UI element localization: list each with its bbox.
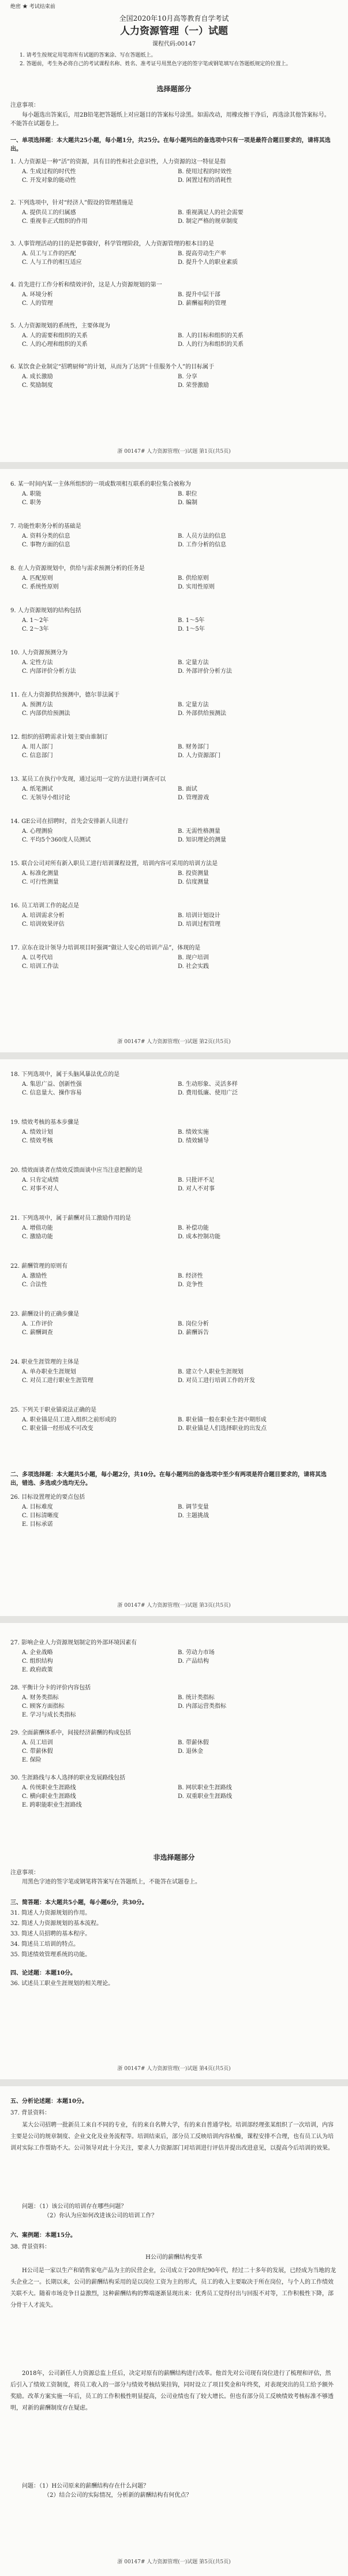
exam-page-2 — [0, 469, 348, 1052]
answer-option: D. 荣誉激励 — [178, 382, 209, 389]
question-stem: 10. 人力资源预测分为 — [10, 650, 68, 656]
list-item: 35. 简述绩效管理系统的功能。 — [10, 1952, 91, 1958]
answer-option: D. 知识理论的测量 — [178, 837, 227, 843]
exam-page-3 — [0, 1059, 348, 1616]
exam-page-1 — [0, 0, 348, 462]
answer-option: A. 生成过程的时代性 — [22, 169, 76, 175]
answer-option: A. 传统职业生涯路线 — [22, 1785, 76, 1791]
list-item: 34. 简述员工培训的特点。 — [10, 1941, 80, 1948]
multi-choice-head: 二、多项选择题：本大题共5小题，每小题2分，共10分。在每小题列出的备选项中至少有两项是符合题目要求的，请将其选出，错选、多选或少选均无分。 — [10, 1472, 327, 1487]
analysis-ask-2: （2）你认为应如何改进该公司的培训工作？ — [44, 2213, 158, 2219]
answer-option: B. 人员方法的信息 — [178, 533, 226, 539]
question-stem: 1. 人力资源是一种“活”的资源，具有目的性和社会意识性，人力资源的这一特征是指 — [10, 159, 226, 165]
answer-option: B. 岗位分析 — [178, 1321, 209, 1327]
list-item: 33. 简述人员招聘的基本程序。 — [10, 1931, 91, 1937]
answer-option: D. 对员工进行培训工作的开发 — [178, 1378, 256, 1384]
question-stem: 15. 联合公司对所有新入职员工进行培训课程设置，培训内容可采用的培训方法是 — [10, 861, 218, 867]
answer-option: A. 目标难度 — [22, 1504, 53, 1510]
exam-page-5 — [0, 2086, 348, 2576]
answer-option: D. 薪酬福利的管理 — [178, 300, 227, 307]
question-stem: 18. 下列选项中，属于头脑风暴法优点的是 — [10, 1071, 120, 1078]
answer-option: B. 劳动力市场 — [178, 1650, 215, 1656]
answer-option: B. 培训计划设计 — [178, 913, 220, 919]
answer-option: C. 对事不对人 — [22, 1186, 59, 1192]
answer-option: D. 人力资源部门 — [178, 753, 221, 759]
answer-option: D. 成本控制功能 — [178, 1234, 221, 1240]
case-body-1: H公司是一家以生产和销售家电产品为主的民营企业，公司成立于20世纪90年代，经过二十多年的发展，已经成为当地的龙头企业之一。长期以来，公司的薪酬结构采用的是以岗位工资为主的形式，员工的收入主要取决于所在岗位，与个人的工作绩效关联不大。随着市场竞争日益激烈，这种薪酬结构的弊端逐渐显现出来：优秀员工觉得付出与回报不对等，工作积极性下降，部分骨干人才流失。 — [10, 2268, 336, 2309]
exam-page-4 — [0, 1623, 348, 2079]
answer-option: B. 财务部门 — [178, 744, 209, 750]
answer-option: A. 单办职业生涯规划 — [22, 1369, 76, 1375]
answer-option: B. 职位 — [178, 491, 197, 497]
answer-option: E. 保险 — [22, 1757, 42, 1763]
case-question: 38. 背景资料： — [10, 2244, 51, 2250]
question-stem: 26. 目标设置理论的要点包括 — [10, 1494, 85, 1501]
answer-option: A. 资料分类的信息 — [22, 533, 70, 539]
answer-option: C. 目标清晰度 — [22, 1513, 59, 1519]
answer-option: A. 心理测验 — [22, 828, 53, 835]
answer-option: A. 以考代培 — [22, 955, 53, 961]
question-stem: 16. 员工培训工作的起点是 — [10, 903, 80, 909]
question-stem: 3. 人事管理活动的目的是把事做好，科学管理阶段，人力资源管理的根本目的是 — [10, 241, 214, 247]
question-stem: 28. 平衡计分卡的评价内容包括 — [10, 1685, 91, 1691]
answer-option: C. 信息量大、操作容易 — [22, 1090, 82, 1096]
analysis-ask-1: 问题：（1）该公司的培训存在哪些问题？ — [22, 2203, 127, 2210]
answer-option: D. 绩效辅导 — [178, 1138, 209, 1144]
answer-option: D. 人的行为和组织的关系 — [178, 341, 244, 348]
page-footer-5: 浙 00147# 人力资源管理(一)试题 第5页(共5页) — [117, 2559, 231, 2565]
answer-option: D. 费用低廉、使用广泛 — [178, 1090, 238, 1096]
answer-option: B. 绩效实施 — [178, 1129, 209, 1136]
answer-option: B. 调节变量 — [178, 1504, 209, 1510]
secret-label: 绝密 ★ 考试结束前 — [10, 4, 55, 10]
question-stem: 29. 全面薪酬体系中，间接经济薪酬的构成包括 — [10, 1730, 132, 1736]
case-title: H公司的薪酬结构变革 — [145, 2254, 203, 2261]
note-2: 2. 答题前，考生务必将自己的考试课程名称、姓名、准考证号用黑色字迹的签字笔或钢笔填写在答题纸规定的位置上。 — [20, 61, 291, 67]
answer-option: D. 实用性原则 — [178, 584, 215, 590]
answer-option: C. 培训工作法 — [22, 963, 59, 970]
answer-option: B. 带薪休假 — [178, 1740, 209, 1746]
answer-option: E. 目标承诺 — [22, 1521, 53, 1528]
answer-option: E. 政府政策 — [22, 1667, 53, 1673]
paper-title: 人力资源管理（一）试题 — [120, 25, 228, 37]
answer-option: C. 绩效考核 — [22, 1138, 53, 1144]
answer-option: A. 工作评价 — [22, 1321, 53, 1327]
case-ask-2: （2）结合公司的实际情况，分析新的薪酬结构有何优点？ — [44, 2492, 192, 2499]
answer-option: C. 带薪休假 — [22, 1748, 53, 1755]
answer-option: B. 经济性 — [178, 1273, 203, 1279]
answer-option: C. 内部评价分析方法 — [22, 668, 76, 675]
answer-option: C. 培训效果评估 — [22, 921, 65, 928]
page-footer-2: 浙 00147# 人力资源管理(一)试题 第2页(共5页) — [117, 1039, 231, 1045]
question-stem: 6. 某饮食企业制定“招聘厨师”的计划，从而为了达到“十佳服务个人”的目标属于 — [10, 364, 215, 370]
answer-option: D. 工作分析的信息 — [178, 542, 227, 548]
question-stem: 8. 在人力资源规划中，供给与需求预测分析的任务是 — [10, 565, 145, 572]
answer-option: B. 只批评不足 — [178, 1177, 215, 1183]
answer-option: A. 企业战略 — [22, 1650, 53, 1656]
answer-option: A. 绩效计划 — [22, 1129, 53, 1136]
answer-option: C. 平均5个360度人员测试 — [22, 837, 91, 843]
answer-option: A. 人的需要和组织的关系 — [22, 333, 88, 339]
answer-option: A. 成长激励 — [22, 374, 53, 380]
answer-option: B. 重视满足人的社会需要 — [178, 210, 244, 216]
answer-option: C. 合法性 — [22, 1282, 47, 1288]
answer-option: C. 职务 — [22, 500, 42, 506]
answer-option: C. 开发对象的能动性 — [22, 177, 76, 184]
list-item: 31. 简述人力资源规划的作用。 — [10, 1910, 91, 1916]
answer-option: B. 人的目标和组织的关系 — [178, 333, 244, 339]
answer-option: C. 可行性测量 — [22, 879, 59, 885]
answer-option: C. 组织结构 — [22, 1658, 53, 1665]
answer-option: D. 管理游戏 — [178, 795, 209, 801]
answer-option: A. 匹配原则 — [22, 575, 53, 582]
answer-option: D. 编制 — [178, 500, 198, 506]
answer-option: D. 外部评价分析方法 — [178, 668, 233, 675]
exam-name: 全国2020年10月高等教育自学考试 — [119, 14, 229, 23]
analysis-question: 37. 背景资料： — [10, 2110, 51, 2116]
question-stem: 7. 功能性职务分析的基础是 — [10, 523, 81, 530]
answer-option: B. 生动形象、灵活多样 — [178, 1081, 238, 1088]
answer-option: D. 主题挑战 — [178, 1513, 209, 1519]
answer-option: C. 横向职业生涯路线 — [22, 1793, 76, 1800]
question-stem: 17. 京东在设计领导力培训项目时强调“做让人安心的培训产品”，体现的是 — [10, 945, 201, 951]
question-stem: 5. 人力资源规划的系统性，主要体现为 — [10, 323, 110, 329]
answer-option: C. 系统性原则 — [22, 584, 59, 590]
answer-option: B. 网状职业生涯路线 — [178, 1785, 232, 1791]
answer-option: D. 提升个人的职业素质 — [178, 259, 238, 266]
answer-option: D. 薪酬诉告 — [178, 1330, 209, 1336]
question-stem: 24. 职业生涯管理的主体是 — [10, 1359, 80, 1365]
list-item: 36. 试述员工职业生涯规划的相关理论。 — [10, 1981, 114, 1987]
question-stem: 25. 下列关于职业锚说法正确的是 — [10, 1407, 97, 1413]
essay-head: 四、论述题：本题10分。 — [10, 1970, 76, 1976]
answer-option: C. 薪酬调查 — [22, 1330, 53, 1336]
question-stem: 20. 绩效面谈者在绩效反馈面谈中应当注意把握的是 — [10, 1167, 143, 1174]
answer-option: D. 制定严格的规章制度 — [178, 218, 238, 225]
answer-option: D. 培训过程管理 — [178, 921, 221, 928]
answer-option: A. 只肯定成绩 — [22, 1177, 59, 1183]
answer-option: B. 提升中层干部 — [178, 292, 220, 298]
answer-option: A. 定性方法 — [22, 660, 53, 666]
choice-notice-head: 注意事项： — [10, 102, 39, 109]
list-item: 32. 简述人力资源规划的基本流程。 — [10, 1920, 103, 1927]
question-stem: 27. 影响企业人力资源规划制定的外部环境因素有 — [10, 1640, 137, 1646]
answer-option: B. 提高劳动生产率 — [178, 251, 226, 257]
answer-option: C. 2～3年 — [22, 626, 49, 632]
nonchoice-notice: 用黑色字迹的签字笔或钢笔将答案写在答题纸上，不能答在试题卷上。 — [22, 1879, 201, 1885]
case-head: 六、案例题：本题15分。 — [10, 2232, 76, 2239]
answer-option: A. 集思广益、创新性强 — [22, 1081, 82, 1088]
answer-option: D. 产品结构 — [178, 1658, 209, 1665]
course-code: 课程代码:00147 — [152, 41, 196, 47]
answer-option: B. 补偿功能 — [178, 1225, 209, 1231]
page-footer-1: 浙 00147# 人力资源管理(一)试题 第1页(共5页) — [117, 449, 231, 455]
question-stem: 21. 下列选项中，属于薪酬对员工激励作用的是 — [10, 1215, 132, 1222]
answer-option: A. 员工与工作的匹配 — [22, 251, 76, 257]
question-stem: 11. 在人力资源供给预测中，德尔菲法属于 — [10, 692, 120, 698]
answer-option: D. 双重职业生涯路线 — [178, 1793, 233, 1800]
answer-option: C. 对员工进行职业生涯管理 — [22, 1378, 93, 1384]
case-body-2: 2018年，公司新任人力资源总监上任后，决定对原有的薪酬结构进行改革。他首先对公司现有岗位进行了梳理和评估，然后引入了绩效工资制度，将员工收入的一部分与绩效考核结果挂钩，同时设立了项目奖金和年终奖，对表现突出的员工给予额外奖励。改革方案实施一年后，员工的工作积极性明显提高，公司业绩也有了较大增长。但也有部分员工反映绩效考核标准不够透明，对新的薪酬制度存在疑虑。 — [10, 2370, 334, 2411]
answer-option: C. 奖励制度 — [22, 382, 53, 389]
answer-option: A. 标准化测量 — [22, 870, 59, 877]
answer-option: C. 顾客方面指标 — [22, 1703, 65, 1710]
answer-option: D. 竞争性 — [178, 1282, 204, 1288]
answer-option: C. 内部供给预测法 — [22, 710, 70, 717]
answer-option: D. 外部供给预测法 — [178, 710, 227, 717]
note-1: 1. 请考生按规定用笔将所有试题的答案涂、写在答题纸上。 — [20, 53, 156, 58]
answer-option: D. 对人不对事 — [178, 1186, 215, 1192]
answer-option: B. 面试 — [178, 786, 197, 792]
answer-option: A. 财务类指标 — [22, 1695, 59, 1701]
answer-option: B. 投资测量 — [178, 870, 209, 877]
answer-option: D. 职业锚是人们选择职业的出发点 — [178, 1425, 267, 1432]
answer-option: C. 人的管理 — [22, 300, 53, 307]
answer-option: D. 社会实践 — [178, 963, 209, 970]
answer-option: A. 环境分析 — [22, 292, 53, 298]
answer-option: B. 供给原则 — [178, 575, 209, 582]
page-footer-4: 浙 00147# 人力资源管理(一)试题 第4页(共5页) — [117, 2066, 231, 2072]
answer-option: C. 重视非正式组织的作用 — [22, 218, 88, 225]
answer-option: B. 使用过程的时效性 — [178, 169, 232, 175]
answer-option: C. 事物方面的信息 — [22, 542, 70, 548]
choice-notice: 每小题选出答案后，用2B铅笔把答题纸上对应题目的答案标号涂黑。如需改动，用橡皮擦干净后，再选涂其他答案标号。不能答在试题卷上。 — [10, 112, 330, 127]
answer-option: D. 内部运营类指标 — [178, 1703, 227, 1710]
answer-option: B. 1～5年 — [178, 617, 205, 624]
question-stem: 19. 绩效考核的基本步骤是 — [10, 1119, 80, 1126]
answer-option: A. 职业锚是员工进入组织之前形成的 — [22, 1417, 117, 1423]
choice-section-title: 选择题部分 — [156, 85, 192, 93]
analysis-head: 五、分析论述题：本题10分。 — [10, 2098, 88, 2105]
answer-option: A. 增值功能 — [22, 1225, 53, 1231]
answer-option: C. 无领导小组讨论 — [22, 795, 70, 801]
question-stem: 9. 人力资源规划的结构包括 — [10, 608, 81, 614]
question-stem: 2. 下列选项中，针对“经济人”假设的管理措施是 — [10, 200, 133, 206]
answer-option: D. 1～5年 — [178, 626, 205, 632]
answer-option: D. 闲置过程的消耗性 — [178, 177, 233, 184]
nonchoice-notice-head: 注意事项： — [10, 1870, 39, 1876]
question-stem: 23. 薪酬设计的正确步骤是 — [10, 1311, 80, 1317]
answer-option: C. 人与工作的相互适应 — [22, 259, 82, 266]
answer-option: A. 职能 — [22, 491, 42, 497]
single-choice-head: 一、单项选择题：本大题共25小题，每小题1分，共25分。在每小题列出的备选项中只有一项是最符合题目要求的，请将其选出。 — [10, 137, 331, 152]
answer-option: D. 信度测量 — [178, 879, 209, 885]
answer-option: B. 无需性格测量 — [178, 828, 220, 835]
answer-option: C. 职业锚一经形成不可改变 — [22, 1425, 93, 1432]
answer-option: A. 用人部门 — [22, 744, 53, 750]
answer-option: E. 学习与成长类指标 — [22, 1712, 76, 1718]
page-footer-3: 浙 00147# 人力资源管理(一)试题 第3页(共5页) — [117, 1603, 231, 1609]
answer-option: B. 现户培训 — [178, 955, 209, 961]
answer-option: C. 信息部门 — [22, 753, 53, 759]
question-stem: 6. 某一时间内某一主体所组织的一项或数项相互联系的职位集合被称为 — [10, 481, 191, 487]
question-stem: 22. 薪酬管理的原则有 — [10, 1263, 68, 1270]
answer-option: A. 提供员工的归属感 — [22, 210, 76, 216]
analysis-body: 某大公司招聘一批新员工来自不同的专业，有的来自名牌大学，有的来自普通学校。培训部经理张某组织了一次培训，内容主要是公司的规章制度、企业文化及业务流程等。培训结束后，部分员工反映培训内容枯燥，课程安排不合理，也有员工认为培训对实际工作帮助不大。公司领导对此十分关注，要求人力资源部门对培训进行评估并提出改进意见，以提高今后培训的效果。 — [10, 2122, 334, 2151]
short-answer-head: 三、简答题：本大题共5小题，每小题6分，共30分。 — [10, 1900, 148, 1906]
question-stem: 30. 生涯路线与本人选择的职业发展路线包括 — [10, 1775, 126, 1781]
answer-option: A. 员工培训 — [22, 1740, 53, 1746]
answer-option: B. 定量方法 — [178, 702, 209, 708]
answer-option: B. 职业锚一般在职业生涯中期形成 — [178, 1417, 267, 1423]
answer-option: B. 统计类指标 — [178, 1695, 215, 1701]
answer-option: C. 激励功能 — [22, 1234, 53, 1240]
answer-option: B. 建立个人职业生涯规划 — [178, 1369, 244, 1375]
question-stem: 14. GE公司在招聘时，首先会安排新人员进行 — [10, 818, 129, 825]
answer-option: C. 人的心理和组织的关系 — [22, 341, 88, 348]
answer-option: B. 定量方法 — [178, 660, 209, 666]
answer-option: A. 1～2年 — [22, 617, 49, 624]
answer-option: A. 预测方法 — [22, 702, 53, 708]
case-ask-1: 问题：（1）H公司原来的薪酬结构存在什么问题？ — [22, 2483, 149, 2489]
nonchoice-section-title: 非选择题部分 — [153, 1853, 195, 1862]
answer-option: A. 激励性 — [22, 1273, 47, 1279]
question-stem: 12. 组织的招聘需求计划主要由谁制订 — [10, 734, 108, 740]
answer-option: B. 分享 — [178, 374, 197, 380]
answer-option: A. 培训需求分析 — [22, 913, 65, 919]
question-stem: 13. 某员工在执行中发现，通过运用一定的方法进行调查可以 — [10, 776, 166, 783]
answer-option: A. 纸笔测试 — [22, 786, 53, 792]
question-stem: 4. 首先进行工作分析和绩效评价，这是人力资源规划的第一 — [10, 282, 162, 288]
answer-option: E. 跨职能职业生涯路线 — [22, 1802, 82, 1808]
answer-option: D. 退休金 — [178, 1748, 204, 1755]
